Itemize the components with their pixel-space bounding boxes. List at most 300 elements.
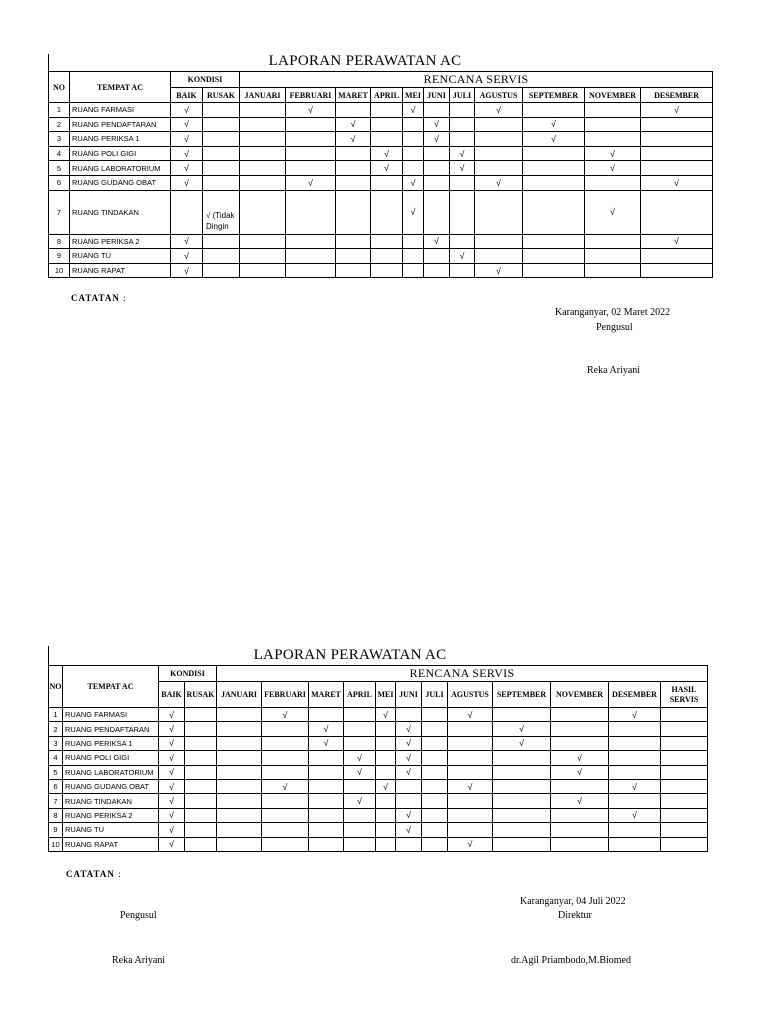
- report-1-title: LAPORAN PERAWATAN AC: [268, 53, 462, 69]
- month-cell-juli: [450, 263, 475, 278]
- month-cell-desember: [641, 263, 713, 278]
- row-number: 7: [49, 794, 63, 808]
- month-cell-maret: [309, 765, 344, 779]
- month-cell-september: [523, 146, 585, 161]
- month-cell-maret: [309, 708, 344, 722]
- month-cell-agustus: [448, 794, 493, 808]
- month-cell-juli: [422, 765, 448, 779]
- month-cell-januari: [217, 808, 262, 822]
- month-cell-maret: √: [336, 132, 371, 147]
- month-cell-januari: [240, 161, 286, 176]
- month-cell-januari: [240, 234, 286, 249]
- rusak-cell: [185, 779, 217, 793]
- month-cell-maret: √: [336, 117, 371, 132]
- month-cell-november: [551, 708, 609, 722]
- month-cell-januari: [217, 794, 262, 808]
- month-cell-september: [523, 103, 585, 118]
- month-cell-desember: [641, 132, 713, 147]
- table-row: [49, 722, 708, 736]
- table-row: [49, 751, 708, 765]
- month-cell-maret: [336, 263, 371, 278]
- row-number: 1: [49, 103, 70, 118]
- header-month-desember: DESEMBER: [641, 88, 713, 103]
- report-2-place-date: Karanganyar, 04 Juli 2022: [520, 896, 626, 907]
- month-cell-desember: √: [641, 175, 713, 190]
- header-month-juli: JULI: [450, 88, 475, 103]
- month-cell-april: [371, 117, 403, 132]
- table-row: [49, 190, 713, 234]
- month-cell-februari: [262, 837, 309, 851]
- month-cell-februari: [262, 794, 309, 808]
- row-number: 9: [49, 823, 63, 837]
- month-cell-juni: √: [396, 736, 422, 750]
- month-cell-november: [585, 117, 641, 132]
- header-tempat-ac: TEMPAT AC: [70, 72, 171, 103]
- report-1-place-date: Karanganyar, 02 Maret 2022: [555, 307, 671, 318]
- month-cell-juli: [422, 722, 448, 736]
- month-cell-juni: √: [396, 751, 422, 765]
- header-month-november: NOVEMBER: [585, 88, 641, 103]
- month-cell-mei: [403, 234, 424, 249]
- month-cell-februari: [286, 190, 336, 234]
- month-cell-desember: [609, 736, 661, 750]
- month-cell-juni: √: [424, 132, 450, 147]
- month-cell-maret: [309, 823, 344, 837]
- baik-cell: √: [159, 751, 185, 765]
- baik-cell: [171, 190, 203, 234]
- month-cell-agustus: [475, 190, 523, 234]
- month-cell-desember: [609, 751, 661, 765]
- table-row: [49, 263, 713, 278]
- month-cell-maret: [309, 751, 344, 765]
- row-number: 2: [49, 722, 63, 736]
- month-cell-juli: [450, 190, 475, 234]
- month-cell-juni: [396, 794, 422, 808]
- month-cell-juni: [424, 190, 450, 234]
- baik-cell: √: [159, 765, 185, 779]
- report-1-table: [48, 71, 713, 278]
- room-name: RUANG GUDANG OBAT: [70, 175, 171, 190]
- month-cell-april: [371, 175, 403, 190]
- row-number: 5: [49, 161, 70, 176]
- header-month-februari: FEBRUARI: [286, 88, 336, 103]
- header-rencana-servis: RENCANA SERVIS: [240, 72, 713, 88]
- left-border-line: [48, 54, 49, 72]
- month-cell-november: [551, 808, 609, 822]
- rusak-cell: [185, 722, 217, 736]
- month-cell-agustus: √: [475, 263, 523, 278]
- row-number: 5: [49, 765, 63, 779]
- month-cell-juli: √: [450, 146, 475, 161]
- month-cell-februari: [286, 161, 336, 176]
- month-cell-maret: [336, 161, 371, 176]
- header-month-juni: JUNI: [424, 88, 450, 103]
- month-cell-september: [523, 161, 585, 176]
- header-month-desember: DESEMBER: [609, 682, 661, 708]
- month-cell-agustus: [475, 117, 523, 132]
- hasil-servis-cell: [661, 751, 708, 765]
- month-cell-juli: √: [450, 161, 475, 176]
- month-cell-mei: [403, 146, 424, 161]
- month-cell-september: √: [493, 736, 551, 750]
- month-cell-juni: √: [424, 234, 450, 249]
- header-month-maret: MARET: [336, 88, 371, 103]
- month-cell-november: [585, 263, 641, 278]
- month-cell-november: √: [585, 161, 641, 176]
- month-cell-mei: √: [403, 175, 424, 190]
- month-cell-februari: √: [262, 779, 309, 793]
- header-month-februari: FEBRUARI: [262, 682, 309, 708]
- baik-cell: √: [171, 132, 203, 147]
- room-name: RUANG POLI GIGI: [70, 146, 171, 161]
- month-cell-juni: [424, 146, 450, 161]
- rusak-cell: [203, 117, 240, 132]
- month-cell-mei: √: [403, 103, 424, 118]
- month-cell-juni: [424, 249, 450, 264]
- rusak-cell: [203, 249, 240, 264]
- month-cell-januari: [217, 779, 262, 793]
- month-cell-september: [493, 765, 551, 779]
- month-cell-juli: [422, 779, 448, 793]
- month-cell-april: √: [371, 161, 403, 176]
- row-number: 2: [49, 117, 70, 132]
- month-cell-juni: [424, 161, 450, 176]
- header-hasil-servis: HASIL SERVIS: [661, 682, 708, 708]
- header-month-november: NOVEMBER: [551, 682, 609, 708]
- header-no: NO: [49, 72, 70, 103]
- baik-cell: √: [171, 161, 203, 176]
- rusak-cell: [203, 263, 240, 278]
- month-cell-agustus: [475, 146, 523, 161]
- room-name: RUANG FARMASI: [70, 103, 171, 118]
- month-cell-april: [344, 808, 376, 822]
- month-cell-januari: [240, 146, 286, 161]
- month-cell-september: √: [523, 117, 585, 132]
- month-cell-maret: [336, 175, 371, 190]
- month-cell-mei: [403, 263, 424, 278]
- month-cell-januari: [240, 175, 286, 190]
- month-cell-november: [585, 132, 641, 147]
- month-cell-maret: √: [309, 722, 344, 736]
- month-cell-mei: √: [403, 190, 424, 234]
- month-cell-januari: [240, 132, 286, 147]
- month-cell-april: √: [371, 146, 403, 161]
- row-number: 10: [49, 837, 63, 851]
- month-cell-februari: √: [262, 708, 309, 722]
- report-2-role-left: Pengusul: [120, 910, 157, 921]
- month-cell-juli: [450, 234, 475, 249]
- month-cell-februari: [286, 249, 336, 264]
- month-cell-september: [493, 779, 551, 793]
- month-cell-november: [551, 736, 609, 750]
- month-cell-april: √: [344, 751, 376, 765]
- month-cell-desember: √: [641, 103, 713, 118]
- month-cell-mei: [403, 249, 424, 264]
- header-baik: BAIK: [171, 88, 203, 103]
- month-cell-november: √: [551, 765, 609, 779]
- room-name: RUANG TU: [63, 823, 159, 837]
- room-name: RUANG PERIKSA 1: [63, 736, 159, 750]
- month-cell-agustus: √: [448, 779, 493, 793]
- baik-cell: √: [159, 794, 185, 808]
- month-cell-juli: [450, 103, 475, 118]
- month-cell-april: [371, 132, 403, 147]
- table-row: [49, 808, 708, 822]
- month-cell-mei: [376, 794, 396, 808]
- month-cell-september: [493, 794, 551, 808]
- month-cell-mei: [376, 722, 396, 736]
- header-month-maret: MARET: [309, 682, 344, 708]
- month-cell-september: √: [493, 722, 551, 736]
- header-month-januari: JANUARI: [240, 88, 286, 103]
- month-cell-agustus: [475, 234, 523, 249]
- month-cell-februari: [286, 263, 336, 278]
- rusak-cell: [203, 234, 240, 249]
- rusak-cell: √ (Tidak Dingin: [203, 190, 240, 234]
- table-row: [49, 132, 713, 147]
- month-cell-maret: [336, 249, 371, 264]
- month-cell-mei: [403, 161, 424, 176]
- month-cell-desember: √: [609, 779, 661, 793]
- month-cell-november: [551, 837, 609, 851]
- table-row: [49, 249, 713, 264]
- month-cell-november: √: [551, 751, 609, 765]
- room-name: RUANG RAPAT: [70, 263, 171, 278]
- report-1-signer-name: Reka Ariyani: [587, 365, 641, 376]
- table-row: [49, 234, 713, 249]
- month-cell-maret: [336, 103, 371, 118]
- baik-cell: √: [171, 249, 203, 264]
- month-cell-juni: [424, 175, 450, 190]
- hasil-servis-cell: [661, 708, 708, 722]
- header-rusak: RUSAK: [203, 88, 240, 103]
- month-cell-januari: [217, 751, 262, 765]
- table-row: [49, 708, 708, 722]
- room-name: RUANG PERIKSA 1: [70, 132, 171, 147]
- table-row: [49, 823, 708, 837]
- header-month-mei: MEI: [376, 682, 396, 708]
- month-cell-mei: [376, 765, 396, 779]
- month-cell-februari: [286, 117, 336, 132]
- month-cell-september: [523, 175, 585, 190]
- month-cell-juli: [422, 837, 448, 851]
- month-cell-januari: [240, 190, 286, 234]
- room-name: RUANG TINDAKAN: [63, 794, 159, 808]
- month-cell-mei: [403, 117, 424, 132]
- month-cell-februari: √: [286, 175, 336, 190]
- month-cell-agustus: √: [448, 708, 493, 722]
- month-cell-juni: √: [396, 823, 422, 837]
- row-number: 3: [49, 132, 70, 147]
- month-cell-januari: [240, 263, 286, 278]
- month-cell-september: [493, 751, 551, 765]
- table-row: [49, 837, 708, 851]
- baik-cell: √: [171, 234, 203, 249]
- month-cell-november: √: [551, 794, 609, 808]
- header-month-september: SEPTEMBER: [523, 88, 585, 103]
- month-cell-september: √: [523, 132, 585, 147]
- month-cell-mei: [376, 823, 396, 837]
- month-cell-agustus: [448, 751, 493, 765]
- month-cell-september: [523, 190, 585, 234]
- month-cell-maret: [336, 234, 371, 249]
- month-cell-mei: [376, 808, 396, 822]
- month-cell-juli: [422, 736, 448, 750]
- month-cell-september: [493, 823, 551, 837]
- month-cell-desember: [609, 765, 661, 779]
- month-cell-agustus: [475, 132, 523, 147]
- header-month-april: APRIL: [344, 682, 376, 708]
- header-month-januari: JANUARI: [217, 682, 262, 708]
- hasil-servis-cell: [661, 779, 708, 793]
- room-name: RUANG GUDANG OBAT: [63, 779, 159, 793]
- month-cell-maret: [336, 190, 371, 234]
- month-cell-januari: [240, 249, 286, 264]
- month-cell-desember: [609, 722, 661, 736]
- rusak-cell: [203, 103, 240, 118]
- rusak-cell: [185, 736, 217, 750]
- room-name: RUANG TINDAKAN: [70, 190, 171, 234]
- baik-cell: √: [171, 263, 203, 278]
- row-number: 8: [49, 234, 70, 249]
- rusak-cell: [203, 132, 240, 147]
- month-cell-april: [371, 234, 403, 249]
- month-cell-agustus: [448, 823, 493, 837]
- month-cell-juli: [450, 117, 475, 132]
- row-number: 9: [49, 249, 70, 264]
- table-row: [49, 117, 713, 132]
- hasil-servis-cell: [661, 794, 708, 808]
- report-1-role: Pengusul: [596, 322, 633, 333]
- month-cell-september: [523, 263, 585, 278]
- baik-cell: √: [159, 736, 185, 750]
- month-cell-november: [551, 823, 609, 837]
- header-month-april: APRIL: [371, 88, 403, 103]
- month-cell-juni: [396, 837, 422, 851]
- rusak-cell: [185, 765, 217, 779]
- header-rencana-servis: RENCANA SERVIS: [217, 666, 708, 682]
- month-cell-april: √: [344, 794, 376, 808]
- row-number: 4: [49, 751, 63, 765]
- month-cell-desember: √: [641, 234, 713, 249]
- month-cell-juni: [396, 779, 422, 793]
- baik-cell: √: [159, 823, 185, 837]
- room-name: RUANG LABORATORIUM: [63, 765, 159, 779]
- header-tempat-ac: TEMPAT AC: [63, 666, 159, 708]
- month-cell-november: [551, 779, 609, 793]
- report-2-title: LAPORAN PERAWATAN AC: [253, 647, 447, 663]
- month-cell-agustus: [448, 765, 493, 779]
- report-2-role-right: Direktur: [558, 910, 592, 921]
- hasil-servis-cell: [661, 837, 708, 851]
- month-cell-februari: [262, 722, 309, 736]
- header-kondisi: KONDISI: [171, 72, 240, 88]
- month-cell-november: √: [585, 146, 641, 161]
- report-2-name-left: Reka Ariyani: [112, 955, 166, 966]
- month-cell-desember: √: [609, 708, 661, 722]
- baik-cell: √: [171, 117, 203, 132]
- month-cell-maret: [336, 146, 371, 161]
- month-cell-januari: [217, 708, 262, 722]
- month-cell-maret: [309, 837, 344, 851]
- row-number: 4: [49, 146, 70, 161]
- month-cell-maret: [309, 779, 344, 793]
- month-cell-desember: √: [609, 808, 661, 822]
- month-cell-januari: [240, 117, 286, 132]
- month-cell-juli: √: [450, 249, 475, 264]
- rusak-cell: [185, 808, 217, 822]
- baik-cell: √: [159, 779, 185, 793]
- month-cell-juli: [422, 708, 448, 722]
- left-border-line: [48, 646, 49, 666]
- report-2-name-right: dr.Agil Priambodo,M.Biomed: [511, 955, 631, 966]
- month-cell-juni: √: [396, 808, 422, 822]
- month-cell-januari: [240, 103, 286, 118]
- rusak-cell: [203, 175, 240, 190]
- row-number: 3: [49, 736, 63, 750]
- month-cell-april: [344, 837, 376, 851]
- row-number: 7: [49, 190, 70, 234]
- month-cell-maret: √: [309, 736, 344, 750]
- month-cell-september: [493, 708, 551, 722]
- month-cell-april: [344, 823, 376, 837]
- month-cell-desember: [641, 249, 713, 264]
- month-cell-mei: [376, 751, 396, 765]
- month-cell-april: [344, 722, 376, 736]
- room-name: RUANG PERIKSA 2: [63, 808, 159, 822]
- room-name: RUANG RAPAT: [63, 837, 159, 851]
- baik-cell: √: [171, 146, 203, 161]
- hasil-servis-cell: [661, 736, 708, 750]
- rusak-cell: [203, 146, 240, 161]
- month-cell-juni: [424, 103, 450, 118]
- baik-cell: √: [159, 837, 185, 851]
- header-month-juli: JULI: [422, 682, 448, 708]
- month-cell-agustus: √: [448, 837, 493, 851]
- room-name: RUANG PERIKSA 2: [70, 234, 171, 249]
- month-cell-januari: [217, 823, 262, 837]
- month-cell-juni: √: [396, 722, 422, 736]
- month-cell-maret: [309, 808, 344, 822]
- rusak-cell: [203, 161, 240, 176]
- month-cell-november: √: [585, 190, 641, 234]
- month-cell-april: √: [344, 765, 376, 779]
- table-row: [49, 161, 713, 176]
- month-cell-januari: [217, 765, 262, 779]
- month-cell-juli: [422, 794, 448, 808]
- row-number: 8: [49, 808, 63, 822]
- room-name: RUANG PENDAFTARAN: [70, 117, 171, 132]
- month-cell-mei: √: [376, 779, 396, 793]
- month-cell-desember: [609, 823, 661, 837]
- month-cell-mei: [376, 736, 396, 750]
- rusak-cell: [185, 794, 217, 808]
- rusak-cell: [185, 751, 217, 765]
- hasil-servis-cell: [661, 808, 708, 822]
- report-2-catatan: CATATAN :: [66, 869, 122, 879]
- month-cell-februari: [286, 132, 336, 147]
- room-name: RUANG LABORATORIUM: [70, 161, 171, 176]
- header-month-september: SEPTEMBER: [493, 682, 551, 708]
- row-number: 10: [49, 263, 70, 278]
- report-1-catatan: CATATAN :: [71, 293, 127, 303]
- month-cell-juli: [422, 823, 448, 837]
- month-cell-agustus: [475, 161, 523, 176]
- month-cell-november: [585, 234, 641, 249]
- hasil-servis-cell: [661, 765, 708, 779]
- month-cell-desember: [641, 117, 713, 132]
- header-month-agustus: AGUSTUS: [475, 88, 523, 103]
